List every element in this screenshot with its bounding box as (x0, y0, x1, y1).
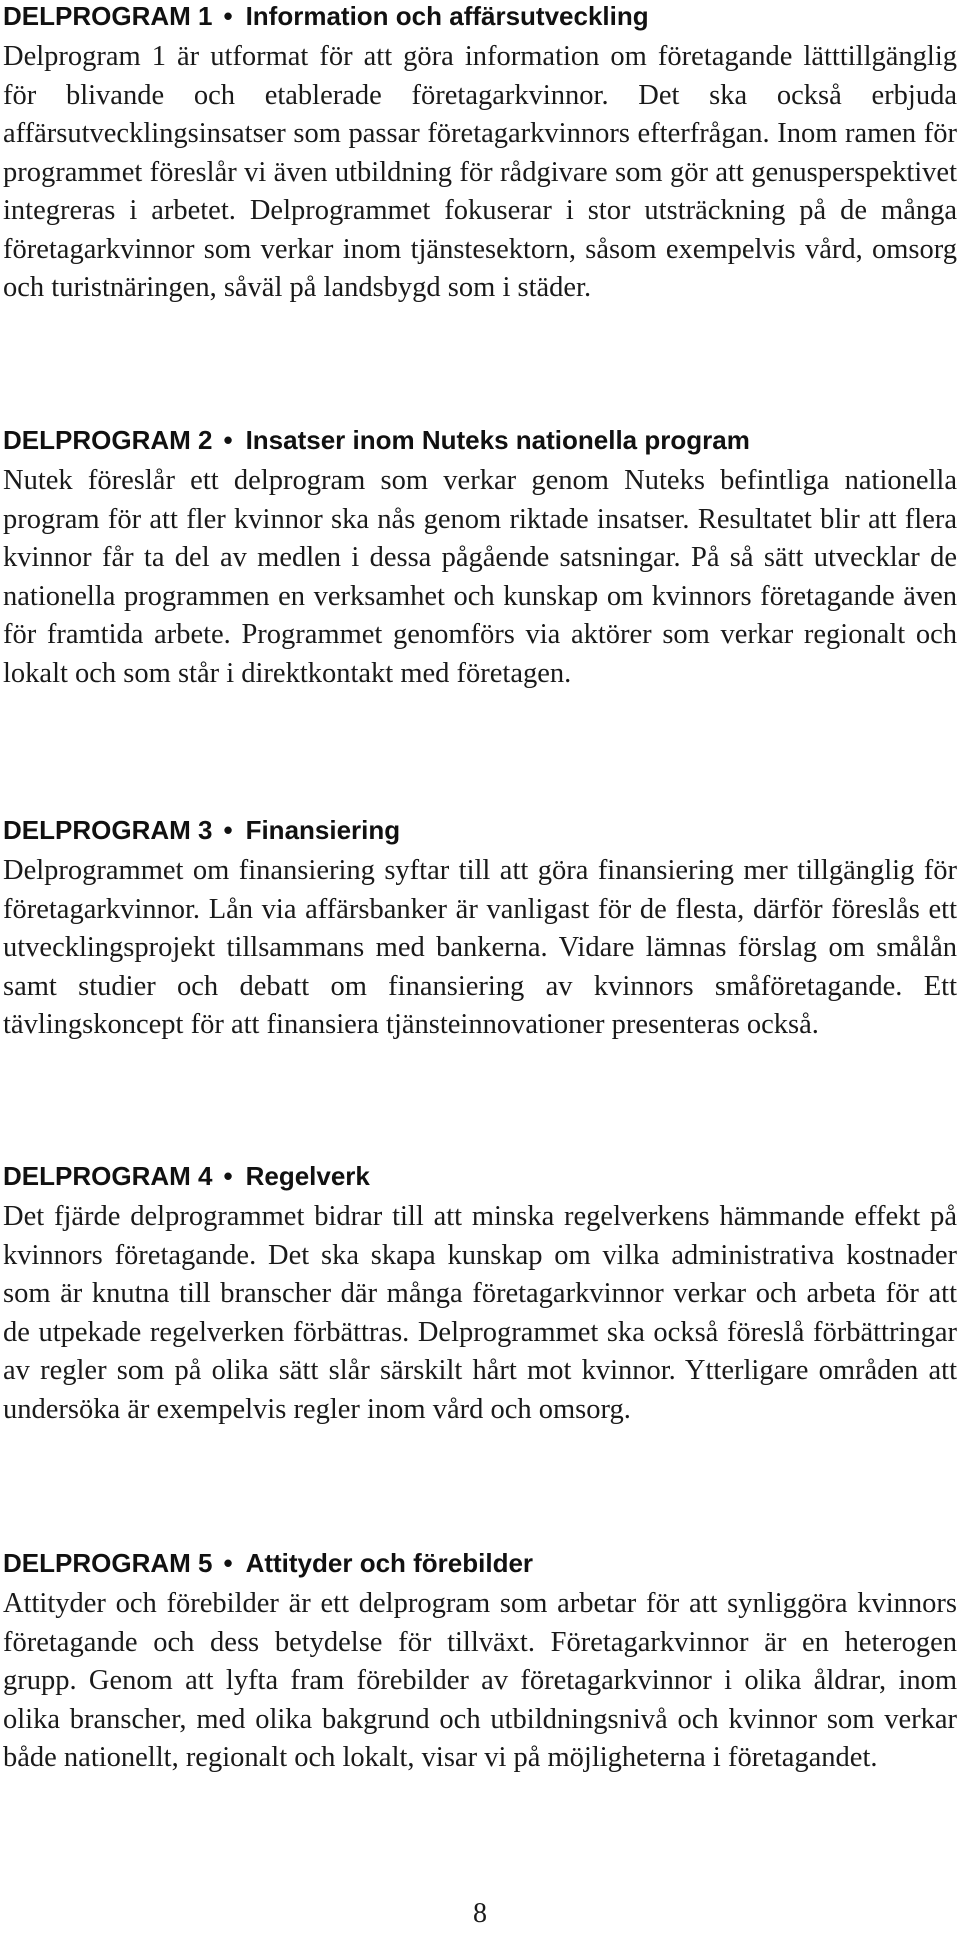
section-body: Nutek föreslår ett delprogram som verkar genom Nuteks befintliga nationella program för att fler kvinnor ska nås genom riktade insatser. Resultatet blir att flera kvinnor får ta del av medlen i dessa pågående satsningar. På så sätt utvecklar de nationella programmen en verksamhet och kunskap om kvinnors företagande även för framtida arbete. Programmet genomförs via aktörer som verkar regionalt och lokalt och som står i direktkontakt med företagen. (3, 465, 957, 689)
section-delprogram-2 (3, 424, 957, 693)
section-delprogram-3 (3, 814, 957, 1045)
section-body: Delprogrammet om finansiering syftar till att göra finansiering mer tillgänglig för företagarkvinnor. Lån via affärsbanker är vanligast för de flesta, därför föreslås ett utvecklingsprojekt tillsammans med bankerna. Vidare lämnas förslag om smålån samt studier och debatt om finansiering av kvinnors småföretagande. Ett tävlingskoncept för att finansiera tjänsteinnovationer presenteras också. (3, 855, 957, 1040)
section-heading (3, 1547, 957, 1579)
section-body: Det fjärde delprogrammet bidrar till att minska regelverkens hämmande effekt på kvinnors företagande. Det ska skapa kunskap om vilka administrativa kostnader som är knutna till branscher där många företagarkvinnor verkar och arbeta för att de utpekade regelverken förbättras. Delprogrammet ska också föreslå förbättringar av regler som på olika sätt slår särskilt hårt mot kvinnor. Ytterligare områden att undersöka är exempelvis regler inom vård och omsorg. (3, 1201, 957, 1425)
section-title: Insatser inom Nuteks nationella program (245, 425, 750, 455)
bullet-separator: • (223, 815, 233, 845)
section-delprogram-1 (3, 0, 957, 308)
section-delprogram-4 (3, 1160, 957, 1429)
section-number: DELPROGRAM 4 (3, 1161, 213, 1191)
bullet-separator: • (223, 1548, 233, 1578)
section-number: DELPROGRAM 2 (3, 425, 213, 455)
section-heading (3, 1160, 957, 1192)
section-body: Attityder och förebilder är ett delprogram som arbetar för att synliggöra kvinnors företagande och dess betydelse för tillväxt. Företagarkvinnor är en heterogen grupp. Genom att lyfta fram förebilder av företagarkvinnor i olika åldrar, inom olika branscher, med olika bakgrund och utbildningsnivå och kvinnor som verkar både nationellt, regionalt och lokalt, visar vi på möjligheterna i företagandet. (3, 1588, 957, 1773)
section-number: DELPROGRAM 5 (3, 1548, 213, 1578)
section-number: DELPROGRAM 1 (3, 1, 213, 31)
section-heading (3, 424, 957, 456)
bullet-separator: • (223, 1, 233, 31)
section-title: Attityder och förebilder (245, 1548, 534, 1578)
page-number: 8 (473, 1898, 487, 1929)
bullet-separator: • (223, 425, 233, 455)
bullet-separator: • (223, 1161, 233, 1191)
section-heading (3, 0, 957, 32)
section-title: Regelverk (245, 1161, 370, 1191)
section-body: Delprogram 1 är utformat för att göra information om företagande lätttillgänglig för blivande och etablerade företagarkvinnor. Det ska också erbjuda affärsutvecklingsinsatser som passar företagarkvinnors efterfrågan. Inom ramen för programmet föreslår vi även utbildning för rådgivare som gör att genusperspektivet integreras i arbetet. Delprogrammet fokuserar i stor utsträckning på de många företagarkvinnor som verkar inom tjänstesektorn, såsom exempelvis vård, omsorg och turistnäringen, såväl på landsbygd som i städer. (3, 41, 957, 303)
section-delprogram-5 (3, 1547, 957, 1778)
section-number: DELPROGRAM 3 (3, 815, 213, 845)
section-title: Information och affärsutveckling (245, 1, 649, 31)
section-heading (3, 814, 957, 846)
section-title: Finansiering (245, 815, 401, 845)
